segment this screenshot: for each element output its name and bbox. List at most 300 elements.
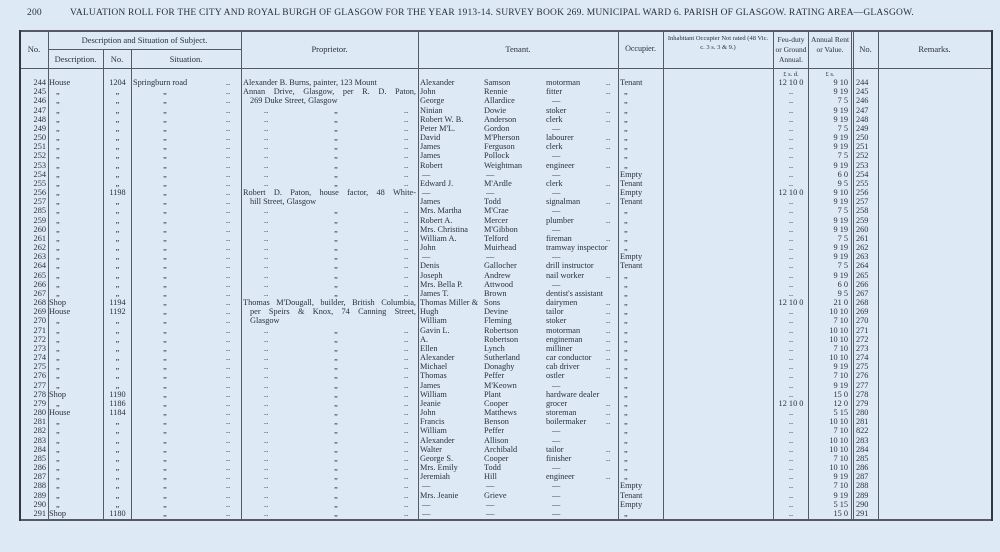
proprietor-dots: .. (404, 463, 409, 473)
tenant-occupation: car conductor (546, 353, 592, 363)
situation-dots: .. (226, 215, 231, 225)
situation: „ (163, 307, 167, 317)
proprietor-ditto: „ (334, 224, 338, 234)
situation: „ (163, 142, 167, 152)
occupation-dots: .. (606, 197, 611, 207)
situation: „ (163, 499, 167, 509)
annual-rent: 5 15 (833, 408, 848, 418)
situation-dots: .. (226, 169, 231, 179)
situation: „ (163, 353, 167, 363)
tenant-first-name: — (422, 508, 431, 518)
occupier: „ (624, 426, 628, 436)
tenant-surname: M'Pherson (484, 133, 520, 143)
annual-rent: 10 10 (829, 435, 848, 445)
row-number-right: 281 (856, 417, 869, 427)
row-number: 273 (33, 343, 46, 353)
proprietor-ditto: „ (334, 105, 338, 115)
situation: „ (163, 87, 167, 97)
tenant-first-name: — (422, 481, 431, 491)
annual-rent: 9 19 (833, 472, 848, 482)
row-number-right: 249 (856, 123, 869, 133)
situation-dots: .. (226, 252, 231, 262)
situation: „ (163, 343, 167, 353)
situation: „ (163, 472, 167, 482)
description: „ (56, 197, 60, 207)
tenant-surname: Dowie (484, 105, 507, 115)
occupier: Tenant (620, 490, 643, 500)
description: „ (56, 417, 60, 427)
proprietor-dots: .. (404, 472, 409, 482)
feu-duty: .. (788, 123, 794, 133)
feu-duty: .. (788, 206, 794, 216)
situation-dots: .. (226, 233, 231, 243)
tenant-occupation: — (552, 151, 561, 161)
annual-rent: 10 10 (829, 353, 848, 363)
row-number: 276 (33, 371, 46, 381)
proprietor-ditto: „ (334, 252, 338, 262)
occupier: „ (624, 353, 628, 363)
row-number: 262 (33, 243, 46, 253)
left-border (19, 30, 21, 521)
row-number: 278 (33, 389, 46, 399)
situation: „ (163, 389, 167, 399)
header-no2: No. (859, 44, 872, 54)
proprietor-ditto: „ (334, 444, 338, 454)
description: House (49, 408, 71, 418)
tenant-surname: — (486, 252, 495, 262)
row-number-right: 288 (856, 481, 869, 491)
situation-dots: .. (226, 490, 231, 500)
row-number-right: 277 (856, 380, 869, 390)
proprietor-dots: .. (264, 160, 269, 170)
occupier: „ (624, 279, 628, 289)
column-divider (853, 30, 854, 520)
row-number: 244 (33, 78, 46, 87)
row-number-right: 274 (856, 353, 869, 363)
tenant-occupation: motorman (546, 325, 581, 335)
situation-dots: .. (226, 380, 231, 390)
table-bottom-border (20, 519, 993, 521)
subject-number: „ (115, 444, 120, 454)
occupation-dots: .. (606, 325, 611, 335)
situation-dots: .. (226, 353, 231, 363)
row-number: 252 (33, 151, 46, 161)
annual-rent: 10 10 (829, 307, 848, 317)
column-divider (418, 30, 419, 520)
feu-duty: .. (788, 490, 794, 500)
proprietor: Glasgow (250, 316, 280, 326)
description: „ (56, 334, 60, 344)
feu-duty: .. (788, 444, 794, 454)
tenant-occupation: clerk (546, 114, 563, 124)
feu-duty: .. (788, 362, 794, 372)
occupation-dots: .. (606, 408, 611, 418)
proprietor: hill Street, Glasgow (250, 197, 317, 207)
row-number: 272 (33, 334, 46, 344)
tenant-occupation: drill instructor (546, 261, 594, 271)
header-inhabitant: Inhabitant Occupier Not rated (48 Vic. c. 3 s. 3 & 9.) (667, 35, 769, 51)
occupier: „ (624, 96, 628, 106)
tenant-occupation: fitter (546, 87, 563, 97)
tenant-first-name: Thomas (420, 371, 447, 381)
proprietor-dots: .. (404, 490, 409, 500)
tenant-occupation: clerk (546, 178, 563, 188)
description: „ (56, 481, 60, 491)
situation-dots: .. (226, 508, 231, 518)
feu-duty: .. (788, 243, 794, 253)
feu-duty: .. (788, 453, 794, 463)
situation: „ (163, 288, 167, 298)
proprietor-dots: .. (404, 343, 409, 353)
description: „ (56, 371, 60, 381)
tenant-surname: Weightman (484, 160, 523, 170)
annual-rent: 9 19 (833, 105, 848, 115)
annual-rent: 10 10 (829, 334, 848, 344)
situation: „ (163, 178, 167, 188)
subject-number: 1190 (109, 389, 126, 399)
header-no: No. (27, 44, 41, 54)
tenant-occupation: — (552, 508, 561, 518)
occupation-dots: .. (606, 142, 611, 152)
proprietor-ditto: „ (334, 380, 338, 390)
subject-number: 1204 (109, 78, 126, 87)
situation-dots: .. (226, 243, 231, 253)
row-number: 247 (33, 105, 46, 115)
description: „ (56, 105, 60, 115)
tenant-first-name: Francis (420, 417, 445, 427)
annual-rent: 7 10 (833, 316, 848, 326)
proprietor-dots: .. (404, 508, 409, 518)
situation: „ (163, 243, 167, 253)
tenant-occupation: plumber (546, 215, 574, 225)
tenant-first-name: James (420, 151, 441, 161)
subject-number: 1198 (109, 188, 126, 198)
subject-number: 1186 (109, 398, 126, 408)
proprietor: Alexander B. Burns, painter, 123 Mount (243, 78, 377, 87)
proprietor-dots: .. (264, 169, 269, 179)
description: „ (56, 87, 60, 97)
situation: „ (163, 490, 167, 500)
proprietor-dots: .. (404, 279, 409, 289)
situation: Springburn road (133, 78, 188, 87)
tenant-occupation: nail worker (546, 270, 585, 280)
situation-dots: .. (226, 398, 231, 408)
feu-duty: .. (788, 343, 794, 353)
annual-rent: 7 10 (833, 343, 848, 353)
subject-number: „ (115, 481, 120, 491)
rent-units: £ s. (825, 71, 835, 78)
proprietor-ditto: „ (334, 398, 338, 408)
proprietor-ditto: „ (334, 133, 338, 143)
proprietor-dots: .. (264, 243, 269, 253)
tenant-surname: Donaghy (484, 362, 515, 372)
feu-duty: .. (788, 114, 794, 124)
proprietor-ditto: „ (334, 435, 338, 445)
row-number-right: 276 (856, 371, 869, 381)
subject-number: „ (115, 353, 120, 363)
situation: „ (163, 197, 167, 207)
proprietor-dots: .. (264, 224, 269, 234)
tenant-surname: M'Gibbon (484, 224, 518, 234)
situation-dots: .. (226, 133, 231, 143)
situation: „ (163, 169, 167, 179)
subject-number: „ (115, 206, 120, 216)
proprietor-dots: .. (404, 389, 409, 399)
row-number-right: 244 (856, 78, 869, 87)
situation: „ (163, 453, 167, 463)
situation-dots: .. (226, 343, 231, 353)
proprietor-ditto: „ (334, 408, 338, 418)
feu-duty: .. (788, 252, 794, 262)
feu-duty: .. (788, 270, 794, 280)
occupier: Tenant (620, 78, 643, 87)
occupation-dots: .. (606, 453, 611, 463)
feu-duty: 12 10 0 (778, 78, 804, 87)
feu-duty: .. (788, 169, 794, 179)
proprietor-dots: .. (264, 325, 269, 335)
proprietor-dots: .. (264, 472, 269, 482)
proprietor-dots: .. (264, 353, 269, 363)
proprietor-ditto: „ (334, 362, 338, 372)
tenant-surname: Ferguson (484, 142, 515, 152)
proprietor-dots: .. (404, 353, 409, 363)
tenant-first-name: Thomas Miller & (420, 298, 479, 308)
subject-number: „ (115, 215, 120, 225)
row-number: 254 (33, 169, 46, 179)
occupation-dots: .. (606, 353, 611, 363)
tenant-surname: Hill (484, 472, 497, 482)
row-number-right: 260 (856, 224, 869, 234)
tenant-first-name: Denis (420, 261, 440, 271)
subject-number: „ (115, 279, 120, 289)
annual-rent: 7 5 (837, 261, 848, 271)
feu-duty: .. (788, 389, 794, 399)
row-number: 267 (33, 288, 46, 298)
row-number: 251 (33, 142, 46, 152)
occupier: Tenant (620, 261, 643, 271)
proprietor-dots: .. (264, 389, 269, 399)
row-number-right: 264 (856, 261, 869, 271)
feu-duty: .. (788, 142, 794, 152)
row-number: 288 (33, 481, 46, 491)
situation: „ (163, 105, 167, 115)
tenant-surname: Brown (484, 288, 507, 298)
tenant-occupation: fireman (546, 233, 572, 243)
tenant-surname: Telford (484, 233, 509, 243)
subject-number: „ (115, 197, 120, 207)
tenant-surname: Rennie (484, 87, 508, 97)
row-number-right: 256 (856, 188, 869, 198)
feu-duty: .. (788, 307, 794, 317)
proprietor-dots: .. (404, 371, 409, 381)
situation-dots: .. (226, 96, 231, 106)
subject-number: „ (115, 362, 120, 372)
situation: „ (163, 371, 167, 381)
annual-rent: 6 0 (837, 169, 848, 179)
description: House (49, 307, 71, 317)
description: „ (56, 426, 60, 436)
tenant-surname: Sons (484, 298, 501, 308)
description: „ (56, 224, 60, 234)
annual-rent: 9 19 (833, 215, 848, 225)
subject-number: „ (115, 499, 120, 509)
occupation-dots: .. (606, 417, 611, 427)
feu-duty: .. (788, 325, 794, 335)
proprietor-dots: .. (264, 343, 269, 353)
situation: „ (163, 298, 167, 308)
situation-dots: .. (226, 362, 231, 372)
subject-number: „ (115, 417, 120, 427)
description: „ (56, 435, 60, 445)
annual-rent: 5 15 (833, 499, 848, 509)
proprietor-dots: .. (404, 151, 409, 161)
tenant-occupation: engineer (546, 472, 575, 482)
header-situation: Situation. (169, 54, 203, 64)
proprietor-ditto: „ (334, 371, 338, 381)
tenant-first-name: Alexander (420, 353, 455, 363)
proprietor-dots: .. (264, 178, 269, 188)
proprietor: Annan Drive, Glasgow, per R. D. Paton, (243, 87, 416, 97)
row-number: 286 (33, 463, 46, 473)
tenant-first-name: A. (420, 334, 429, 344)
tenant-first-name: Mrs. Jeanie (420, 490, 459, 500)
tenant-first-name: James (420, 197, 441, 207)
situation-dots: .. (226, 334, 231, 344)
feu-duty: .. (788, 160, 794, 170)
proprietor-dots: .. (404, 114, 409, 124)
tenant-surname: Peffer (484, 426, 505, 436)
tenant-surname: Cooper (484, 398, 509, 408)
proprietor-dots: .. (264, 490, 269, 500)
subject-number: „ (115, 178, 120, 188)
situation-dots: .. (226, 472, 231, 482)
description: Shop (49, 389, 67, 399)
annual-rent: 9 19 (833, 133, 848, 143)
feu-duty: .. (788, 87, 794, 97)
description: „ (56, 472, 60, 482)
feu-duty: .. (788, 371, 794, 381)
occupier: „ (624, 453, 628, 463)
proprietor-ditto: „ (334, 215, 338, 225)
occupier: „ (624, 142, 628, 152)
annual-rent: 7 10 (833, 426, 848, 436)
proprietor-ditto: „ (334, 490, 338, 500)
subject-number: 1184 (109, 408, 126, 418)
proprietor-ditto: „ (334, 343, 338, 353)
occupier: „ (624, 307, 628, 317)
proprietor-dots: .. (264, 380, 269, 390)
proprietor-dots: .. (404, 417, 409, 427)
description: „ (56, 142, 60, 152)
tenant-surname: Plant (484, 389, 502, 399)
row-number-right: 253 (856, 160, 869, 170)
proprietor-dots: .. (264, 114, 269, 124)
situation: „ (163, 408, 167, 418)
subject-number: „ (115, 316, 120, 326)
row-number: 253 (33, 160, 46, 170)
description: „ (56, 160, 60, 170)
proprietor-dots: .. (404, 142, 409, 152)
proprietor-dots: .. (264, 288, 269, 298)
proprietor-ditto: „ (334, 426, 338, 436)
description: „ (56, 380, 60, 390)
proprietor-dots: .. (404, 243, 409, 253)
annual-rent: 15 0 (833, 508, 848, 518)
situation: „ (163, 96, 167, 106)
situation: „ (163, 398, 167, 408)
description: „ (56, 243, 60, 253)
proprietor-dots: .. (264, 233, 269, 243)
annual-rent: 7 5 (837, 233, 848, 243)
proprietor-dots: .. (264, 105, 269, 115)
proprietor: Thomas M'Dougall, builder, British Columbia, (243, 298, 416, 308)
description: „ (56, 499, 60, 509)
tenant-first-name: John (420, 408, 436, 418)
occupation-dots: .. (606, 307, 611, 317)
occupier: „ (624, 334, 628, 344)
proprietor-dots: .. (264, 435, 269, 445)
proprietor-dots: .. (404, 408, 409, 418)
situation: „ (163, 270, 167, 280)
row-number: 284 (33, 444, 46, 454)
occupier: „ (624, 288, 628, 298)
situation-dots: .. (226, 114, 231, 124)
proprietor-ditto: „ (334, 270, 338, 280)
proprietor-ditto: „ (334, 325, 338, 335)
proprietor-ditto: „ (334, 389, 338, 399)
subject-number: „ (115, 169, 120, 179)
row-number: 277 (33, 380, 46, 390)
proprietor-ditto: „ (334, 243, 338, 253)
occupier: „ (624, 114, 628, 124)
occupation-dots: .. (606, 160, 611, 170)
situation-dots: .. (226, 316, 231, 326)
annual-rent: 9 19 (833, 243, 848, 253)
occupier: „ (624, 87, 628, 97)
subject-number: „ (115, 261, 120, 271)
annual-rent: 6 0 (837, 279, 848, 289)
tenant-surname: Todd (484, 197, 501, 207)
feu-duty: 12 10 0 (778, 298, 804, 308)
tenant-surname: Lynch (484, 343, 505, 353)
row-number: 282 (33, 426, 46, 436)
subject-number: „ (115, 334, 120, 344)
situation: „ (163, 252, 167, 262)
occupier: Empty (620, 252, 643, 262)
row-number-right: 258 (856, 206, 869, 216)
annual-rent: 9 19 (833, 380, 848, 390)
occupation-dots: .. (606, 472, 611, 482)
annual-rent: 12 0 (833, 398, 848, 408)
subject-number: „ (115, 151, 120, 161)
description: „ (56, 169, 60, 179)
tenant-occupation: storeman (546, 408, 577, 418)
annual-rent: 9 19 (833, 270, 848, 280)
tenant-first-name: James T. (420, 288, 449, 298)
situation-dots: .. (226, 142, 231, 152)
tenant-occupation: — (552, 426, 561, 436)
tenant-first-name: Mrs. Emily (420, 463, 458, 473)
description: „ (56, 233, 60, 243)
annual-rent: 7 5 (837, 96, 848, 106)
subject-number: „ (115, 160, 120, 170)
situation: „ (163, 316, 167, 326)
situation: „ (163, 362, 167, 372)
situation: „ (163, 380, 167, 390)
feu-duty: .. (788, 96, 794, 106)
proprietor-dots: .. (404, 123, 409, 133)
row-number: 249 (33, 123, 46, 133)
